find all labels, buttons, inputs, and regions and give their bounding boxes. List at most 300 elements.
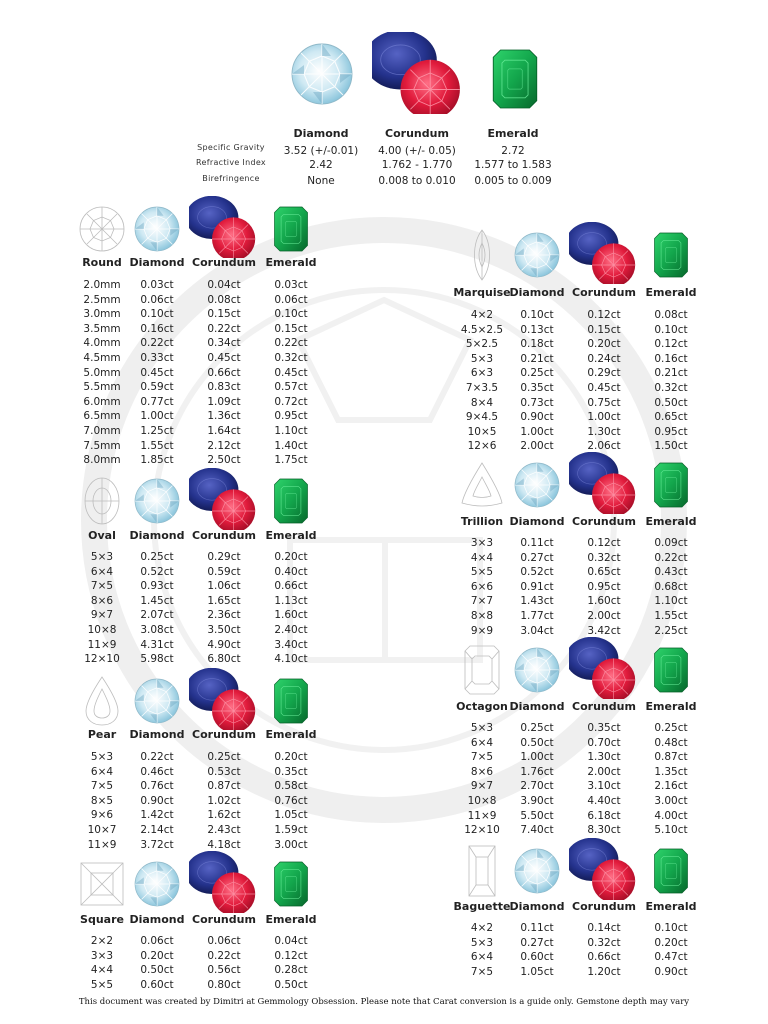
carat-cell: 0.45ct [274, 366, 308, 379]
table-row [445, 750, 725, 765]
octagon-header-3: Emerald [645, 700, 697, 713]
carat-cell: 0.10ct [520, 309, 554, 321]
size-cell: 7.0mm [83, 425, 121, 437]
marquise-header-1: Diamond [509, 286, 565, 299]
carat-cell: 0.11ct [520, 537, 554, 549]
trillion-header-3: Emerald [645, 515, 697, 528]
table-row [65, 351, 345, 366]
carat-cell: 2.00ct [520, 440, 554, 453]
carat-cell: 0.35ct [274, 765, 308, 778]
carat-cell: 6.18ct [587, 809, 621, 822]
table-row [445, 396, 725, 411]
carat-cell: 0.87ct [207, 780, 241, 793]
carat-cell: 1.75ct [274, 454, 308, 467]
table-row [65, 336, 345, 351]
carat-cell: 0.34ct [207, 337, 241, 350]
table-row [65, 366, 345, 381]
carat-cell: 1.55ct [654, 610, 688, 622]
size-cell: 5.0mm [83, 366, 121, 379]
table-row [65, 765, 345, 780]
table-row [445, 425, 725, 440]
corundum-gem-icon [189, 196, 259, 258]
carat-cell: 1.64ct [207, 425, 241, 437]
carat-cell: 0.65ct [587, 566, 621, 579]
carat-cell: 0.60ct [140, 978, 174, 991]
carat-cell: 0.77ct [140, 395, 174, 408]
carat-cell: 1.10ct [654, 595, 688, 608]
carat-cell: 3.40ct [274, 638, 308, 651]
corundum-sg: 4.00 (+/- 0.05) [378, 145, 456, 157]
carat-cell: 1.13ct [274, 594, 308, 607]
trillion-outline-icon [457, 458, 507, 512]
emerald-gem-icon [271, 675, 311, 727]
pear-header-2: Corundum [192, 728, 256, 741]
carat-cell: 0.21ct [654, 367, 688, 380]
table-row [445, 594, 725, 609]
table-row [445, 921, 725, 936]
carat-cell: 0.10ct [274, 308, 308, 321]
carat-cell: 2.12ct [207, 439, 241, 452]
corundum-gem-icon [569, 222, 639, 284]
table-row [65, 823, 345, 838]
diamond-gem-icon [512, 230, 562, 280]
size-cell: 10×8 [467, 795, 497, 807]
carat-cell: 1.00ct [140, 410, 174, 423]
size-cell: 9×9 [470, 624, 494, 637]
carat-cell: 0.06ct [140, 293, 174, 306]
table-row [65, 808, 345, 823]
carat-cell: 1.30ct [587, 425, 621, 438]
diamond-sg: 3.52 (+/-0.01) [283, 145, 359, 157]
size-cell: 7×5 [470, 965, 494, 978]
table-row [445, 308, 725, 323]
carat-cell: 0.06ct [274, 293, 308, 306]
size-cell: 11×9 [467, 809, 497, 822]
carat-cell: 8.30ct [587, 824, 621, 837]
table-row [445, 565, 725, 580]
carat-cell: 0.57ct [274, 381, 308, 394]
table-row [65, 278, 345, 293]
table-row [445, 765, 725, 780]
corundum-bire: 0.008 to 0.010 [378, 175, 456, 187]
carat-cell: 0.90ct [654, 965, 688, 978]
size-cell: 8×6 [470, 765, 494, 778]
round-header-2: Corundum [192, 256, 256, 269]
carat-cell: 0.60ct [520, 951, 554, 964]
carat-cell: 0.20ct [140, 949, 174, 962]
baguette-outline-icon [457, 844, 507, 898]
size-cell: 10×5 [467, 425, 497, 438]
baguette-header-1: Diamond [509, 900, 565, 913]
pear-header-1: Diamond [129, 728, 185, 741]
birefringence-label: Birefringence [202, 174, 260, 183]
carat-cell: 0.21ct [520, 352, 554, 365]
table-row [65, 963, 345, 978]
prop-header-corundum: Corundum [385, 127, 449, 140]
diamond-gem-icon [290, 42, 354, 106]
emerald-bire: 0.005 to 0.009 [474, 175, 552, 187]
table-row [65, 934, 345, 949]
table-row [445, 809, 725, 824]
carat-cell: 0.46ct [140, 765, 174, 778]
marquise-header-0: Marquise [453, 286, 511, 299]
table-row [65, 794, 345, 809]
diamond-gem-icon [132, 859, 182, 909]
size-cell: 5.5mm [83, 381, 121, 394]
carat-cell: 1.45ct [140, 594, 174, 607]
carat-cell: 2.70ct [520, 780, 554, 793]
table-row [445, 721, 725, 736]
carat-cell: 0.08ct [207, 293, 241, 306]
table-row [445, 965, 725, 980]
size-cell: 7×5 [90, 580, 114, 593]
carat-cell: 2.43ct [207, 824, 241, 836]
carat-cell: 1.42ct [140, 809, 174, 822]
carat-cell: 0.27ct [520, 551, 554, 564]
carat-cell: 4.40ct [587, 795, 621, 807]
table-row [65, 779, 345, 794]
carat-cell: 0.58ct [274, 780, 308, 793]
carat-cell: 0.20ct [274, 751, 308, 763]
corundum-gem-icon [189, 851, 259, 913]
carat-cell: 3.90ct [520, 795, 554, 807]
carat-cell: 0.25ct [207, 751, 241, 763]
carat-cell: 0.03ct [274, 279, 308, 291]
carat-cell: 0.24ct [587, 352, 621, 365]
table-row [445, 936, 725, 951]
table-row [65, 293, 345, 308]
corundum-gem-icon [372, 32, 462, 114]
carat-cell: 1.55ct [140, 439, 174, 452]
table-row [445, 950, 725, 965]
carat-cell: 4.18ct [207, 838, 241, 851]
oval-header-0: Oval [88, 529, 116, 542]
emerald-gem-icon [651, 644, 691, 696]
emerald-gem-icon [271, 475, 311, 527]
carat-cell: 1.40ct [274, 439, 308, 452]
carat-cell: 0.25ct [654, 722, 688, 734]
table-row [65, 322, 345, 337]
carat-cell: 2.07ct [140, 609, 174, 622]
emerald-ri: 1.577 to 1.583 [474, 159, 552, 171]
table-row [65, 978, 345, 993]
prop-header-diamond: Diamond [293, 127, 349, 140]
corundum-ri: 1.762 - 1.770 [381, 159, 453, 171]
carat-cell: 0.18ct [520, 338, 554, 351]
carat-cell: 1.00ct [587, 411, 621, 424]
table-row [445, 337, 725, 352]
trillion-header-2: Corundum [572, 515, 636, 528]
corundum-gem-icon [189, 668, 259, 730]
carat-cell: 2.50ct [207, 454, 241, 467]
emerald-gem-icon [651, 229, 691, 281]
carat-cell: 0.95ct [654, 425, 688, 438]
carat-cell: 0.40ct [274, 565, 308, 578]
diamond-bire: None [307, 175, 335, 187]
size-cell: 4×4 [90, 964, 114, 977]
carat-cell: 0.59ct [207, 565, 241, 578]
baguette-header-2: Corundum [572, 900, 636, 913]
carat-cell: 0.50ct [654, 396, 688, 409]
carat-cell: 3.00ct [274, 838, 308, 851]
carat-cell: 0.48ct [654, 736, 688, 749]
carat-cell: 0.45ct [140, 366, 174, 379]
size-cell: 9×6 [90, 809, 114, 822]
size-cell: 3×3 [470, 537, 494, 549]
size-cell: 6×4 [470, 736, 494, 749]
carat-cell: 1.20ct [587, 965, 621, 978]
square-header-2: Corundum [192, 913, 256, 926]
size-cell: 8×6 [90, 594, 114, 607]
carat-cell: 4.90ct [207, 638, 241, 651]
carat-cell: 0.22ct [654, 551, 688, 564]
carat-cell: 0.15ct [274, 322, 308, 335]
size-cell: 8×8 [470, 610, 494, 622]
size-cell: 4.5mm [83, 352, 121, 364]
emerald-gem-icon [271, 203, 311, 255]
round-header-1: Diamond [129, 256, 185, 269]
size-cell: 7×7 [470, 595, 494, 608]
table-row [65, 638, 345, 653]
carat-cell: 1.36ct [207, 410, 241, 423]
carat-cell: 0.22ct [140, 751, 174, 763]
corundum-gem-icon [569, 838, 639, 900]
specific-gravity-label: Specific Gravity [197, 143, 265, 152]
size-cell: 6×3 [470, 367, 494, 380]
table-row [445, 352, 725, 367]
table-row [445, 410, 725, 425]
table-row [65, 750, 345, 765]
size-cell: 6.0mm [83, 395, 121, 408]
marquise-outline-icon [457, 228, 507, 282]
carat-cell: 0.65ct [654, 411, 688, 424]
size-cell: 8×4 [470, 396, 494, 409]
size-cell: 9×7 [470, 780, 494, 793]
table-row [445, 381, 725, 396]
size-cell: 6×4 [90, 565, 114, 578]
carat-cell: 4.00ct [654, 809, 688, 822]
oval-header-1: Diamond [129, 529, 185, 542]
table-row [65, 550, 345, 565]
carat-cell: 0.95ct [587, 580, 621, 593]
trillion-header-0: Trillion [460, 515, 504, 528]
carat-cell: 0.10ct [654, 922, 688, 934]
size-cell: 6.5mm [83, 410, 121, 423]
carat-cell: 0.22ct [140, 337, 174, 350]
corundum-gem-icon [569, 637, 639, 699]
carat-cell: 0.20ct [587, 338, 621, 351]
carat-cell: 0.29ct [587, 367, 621, 380]
table-row [445, 323, 725, 338]
square-header-1: Diamond [129, 913, 185, 926]
carat-cell: 1.85ct [140, 454, 174, 467]
carat-cell: 0.27ct [520, 936, 554, 949]
table-row [65, 395, 345, 410]
carat-cell: 3.04ct [520, 624, 554, 637]
table-row [65, 949, 345, 964]
carat-cell: 0.10ct [654, 323, 688, 336]
carat-cell: 2.40ct [274, 624, 308, 636]
table-row [65, 409, 345, 424]
size-cell: 6×6 [470, 580, 494, 593]
size-cell: 5×3 [90, 551, 114, 563]
carat-cell: 0.83ct [207, 381, 241, 394]
diamond-gem-icon [132, 204, 182, 254]
carat-cell: 3.50ct [207, 624, 241, 636]
corundum-gem-icon [189, 468, 259, 530]
carat-cell: 0.66ct [207, 366, 241, 379]
diamond-gem-icon [512, 460, 562, 510]
carat-cell: 0.87ct [654, 751, 688, 764]
carat-cell: 0.66ct [274, 580, 308, 593]
carat-cell: 1.30ct [587, 751, 621, 764]
carat-cell: 0.11ct [520, 922, 554, 934]
size-cell: 5×3 [470, 722, 494, 734]
size-cell: 5×3 [90, 751, 114, 763]
size-cell: 3×3 [90, 949, 114, 962]
emerald-gem-icon [651, 459, 691, 511]
size-cell: 5×3 [470, 352, 494, 365]
carat-cell: 5.50ct [520, 809, 554, 822]
table-row [445, 536, 725, 551]
size-cell: 7.5mm [83, 439, 121, 452]
size-cell: 11×9 [87, 638, 117, 651]
carat-cell: 0.32ct [587, 551, 621, 564]
carat-cell: 0.56ct [207, 964, 241, 977]
carat-cell: 1.00ct [520, 425, 554, 438]
size-cell: 4.5×2.5 [460, 323, 504, 336]
carat-cell: 0.35ct [520, 382, 554, 394]
oval-header-2: Corundum [192, 529, 256, 542]
carat-cell: 1.02ct [207, 794, 241, 807]
carat-cell: 1.77ct [520, 610, 554, 622]
carat-cell: 0.72ct [274, 395, 308, 408]
octagon-header-0: Octagon [456, 700, 508, 713]
carat-cell: 3.42ct [587, 624, 621, 637]
carat-cell: 3.08ct [140, 624, 174, 636]
diamond-gem-icon [132, 676, 182, 726]
carat-cell: 1.60ct [274, 609, 308, 622]
carat-cell: 0.59ct [140, 381, 174, 394]
carat-cell: 0.20ct [654, 936, 688, 949]
table-row [445, 779, 725, 794]
carat-cell: 1.59ct [274, 824, 308, 836]
carat-cell: 4.31ct [140, 638, 174, 651]
carat-cell: 0.15ct [207, 308, 241, 321]
carat-cell: 0.43ct [654, 566, 688, 579]
diamond-ri: 2.42 [309, 159, 333, 171]
size-cell: 3.0mm [83, 308, 121, 321]
carat-cell: 0.04ct [274, 935, 308, 947]
carat-cell: 1.09ct [207, 395, 241, 408]
carat-cell: 2.00ct [587, 765, 621, 778]
carat-cell: 0.10ct [140, 308, 174, 321]
carat-cell: 2.16ct [654, 780, 688, 793]
carat-cell: 0.47ct [654, 951, 688, 964]
size-cell: 9×4.5 [465, 411, 499, 424]
carat-cell: 1.62ct [207, 809, 241, 822]
size-cell: 10×8 [87, 624, 117, 636]
round-outline-icon [77, 202, 127, 256]
size-cell: 2.0mm [83, 279, 121, 291]
size-cell: 6×4 [90, 765, 114, 778]
square-header-3: Emerald [265, 913, 317, 926]
size-cell: 5×3 [470, 936, 494, 949]
carat-cell: 3.72ct [140, 838, 174, 851]
table-row [445, 366, 725, 381]
carat-cell: 0.76ct [274, 794, 308, 807]
octagon-header-1: Diamond [509, 700, 565, 713]
carat-cell: 1.10ct [274, 425, 308, 437]
oval-outline-icon [77, 474, 127, 528]
size-cell: 12×6 [467, 440, 497, 453]
carat-cell: 0.52ct [140, 565, 174, 578]
carat-cell: 1.50ct [654, 440, 688, 453]
carat-cell: 0.13ct [520, 323, 554, 336]
size-cell: 10×7 [87, 824, 117, 836]
diamond-gem-icon [512, 645, 562, 695]
carat-cell: 1.06ct [207, 580, 241, 593]
baguette-header-0: Baguette [453, 900, 511, 913]
carat-cell: 0.45ct [207, 352, 241, 364]
carat-cell: 1.05ct [274, 809, 308, 822]
size-cell: 12×10 [84, 653, 120, 666]
carat-cell: 0.03ct [140, 279, 174, 291]
marquise-header-3: Emerald [645, 286, 697, 299]
carat-cell: 0.90ct [520, 411, 554, 424]
table-row [65, 439, 345, 454]
size-cell: 4.0mm [83, 337, 121, 350]
pear-header-0: Pear [87, 728, 117, 741]
carat-cell: 5.98ct [140, 653, 174, 666]
carat-cell: 0.25ct [140, 551, 174, 563]
carat-cell: 0.15ct [587, 323, 621, 336]
carat-cell: 3.00ct [654, 795, 688, 807]
carat-cell: 0.09ct [654, 537, 688, 549]
carat-cell: 0.16ct [654, 352, 688, 365]
carat-cell: 0.91ct [520, 580, 554, 593]
table-row [65, 608, 345, 623]
carat-cell: 0.12ct [654, 338, 688, 351]
carat-cell: 0.75ct [587, 396, 621, 409]
round-header-0: Round [82, 256, 122, 269]
carat-cell: 7.40ct [520, 824, 554, 837]
carat-cell: 0.93ct [140, 580, 174, 593]
carat-cell: 1.76ct [520, 765, 554, 778]
table-row [65, 307, 345, 322]
carat-cell: 6.80ct [207, 653, 241, 666]
square-header-0: Square [80, 913, 124, 926]
carat-cell: 0.06ct [207, 935, 241, 947]
carat-cell: 0.22ct [207, 949, 241, 962]
size-cell: 4×4 [470, 551, 494, 564]
carat-cell: 0.29ct [207, 551, 241, 563]
carat-cell: 0.95ct [274, 410, 308, 423]
carat-cell: 0.45ct [587, 382, 621, 394]
carat-cell: 1.60ct [587, 595, 621, 608]
carat-cell: 0.14ct [587, 922, 621, 934]
table-row [65, 594, 345, 609]
carat-cell: 1.65ct [207, 594, 241, 607]
size-cell: 5×5 [90, 978, 114, 991]
carat-cell: 0.22ct [207, 322, 241, 335]
carat-cell: 0.35ct [587, 722, 621, 734]
carat-cell: 0.12ct [587, 537, 621, 549]
carat-cell: 0.33ct [140, 352, 174, 364]
carat-cell: 0.08ct [654, 309, 688, 321]
size-cell: 7×5 [470, 751, 494, 764]
carat-cell: 2.36ct [207, 609, 241, 622]
